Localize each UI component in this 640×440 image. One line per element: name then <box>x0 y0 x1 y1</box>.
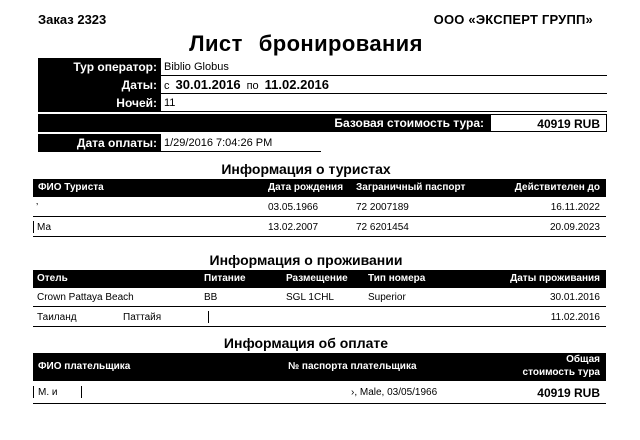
page-title <box>0 31 612 57</box>
payer-name: М. и <box>38 387 58 398</box>
accommodation-row <box>33 309 606 327</box>
order-number: Заказ 2323 <box>38 12 107 27</box>
nights-line <box>161 94 607 112</box>
row-divider <box>208 311 209 323</box>
col-payer-passport: № паспорта плательщика <box>288 361 417 372</box>
tourist-passport: 72 2007189 <box>356 202 409 213</box>
tourist-name: Ма <box>37 222 52 233</box>
tourist-row <box>33 219 606 237</box>
city-value: Паттайя <box>123 312 162 323</box>
country-value: Таиланд <box>37 312 77 323</box>
payment-date-label: Дата оплаты: <box>38 134 161 152</box>
dates-to-prefix: по <box>246 80 259 92</box>
hotel-name: Crown Pattaya Beach <box>37 292 134 303</box>
nights-label: Ночей: <box>38 94 161 112</box>
operator-value: Biblio Globus <box>164 61 229 73</box>
nights-value: 11 <box>164 97 176 109</box>
payer-passport: ›, Male, 03/05/1966 <box>351 387 438 398</box>
row-divider <box>81 386 82 398</box>
accommodation-row <box>33 289 606 307</box>
tourist-row <box>33 199 606 217</box>
tourist-valid: 20.09.2023 <box>549 222 600 233</box>
col-tourist-name: ФИО Туриста <box>38 182 104 193</box>
room-type-value: Superior <box>368 292 406 303</box>
operator-label: Тур оператор: <box>38 58 161 76</box>
tourist-birth: 13.02.2007 <box>268 222 319 233</box>
col-hotel: Отель <box>37 273 68 284</box>
dates-label: Даты: <box>38 76 161 94</box>
col-valid-until: Действителен до <box>514 182 600 193</box>
dates-from-prefix: с <box>164 80 170 92</box>
meal-value: BB <box>204 292 218 303</box>
stay-date-from: 30.01.2016 <box>549 292 600 303</box>
col-meal: Питание <box>204 273 246 284</box>
tourists-section-title: Информация о туристах <box>221 161 391 177</box>
tourist-birth: 03.05.1966 <box>268 202 319 213</box>
tourist-valid: 16.11.2022 <box>550 202 600 213</box>
col-stay-dates: Даты проживания <box>510 273 600 284</box>
col-total-line-2: стоимость тура <box>522 367 600 378</box>
date-from: 30.01.2016 <box>175 77 241 92</box>
payment-date-value: 1/29/2016 7:04:26 PM <box>164 137 273 149</box>
col-placement: Размещение <box>286 273 348 284</box>
payment-row <box>33 384 606 404</box>
base-cost-label: Базовая стоимость тура: <box>38 114 490 132</box>
title-word-2: бронирования <box>258 31 423 56</box>
company-name: ООО «ЭКСПЕРТ ГРУПП» <box>433 12 593 27</box>
date-to: 11.02.2016 <box>264 77 330 92</box>
col-birth-date: Дата рождения <box>268 182 344 193</box>
row-divider <box>33 386 34 398</box>
placement-value: SGL 1CHL <box>286 292 334 303</box>
payment-total: 40919 RUB <box>537 386 600 400</box>
accommodation-table-header <box>33 270 606 288</box>
col-passport: Заграничный паспорт <box>356 182 466 193</box>
stay-date-to: 11.02.2016 <box>550 312 600 323</box>
row-divider <box>33 221 34 233</box>
payment-table-header <box>33 353 606 381</box>
base-cost-value: 40919 RUB <box>490 114 607 132</box>
col-room-type: Тип номера <box>368 273 426 284</box>
col-total-cost <box>523 353 600 379</box>
tourists-table-header <box>33 179 606 197</box>
col-payer: ФИО плательщика <box>38 361 131 372</box>
payment-section-title: Информация об оплате <box>223 335 389 351</box>
dates-value <box>161 76 329 94</box>
col-total-line-1: Общая <box>566 354 600 365</box>
accommodation-section-title: Информация о проживании <box>209 252 403 268</box>
tourist-passport: 72 6201454 <box>356 222 409 233</box>
tourist-name: ’ <box>36 202 39 213</box>
title-word-1: Лист <box>189 31 243 56</box>
